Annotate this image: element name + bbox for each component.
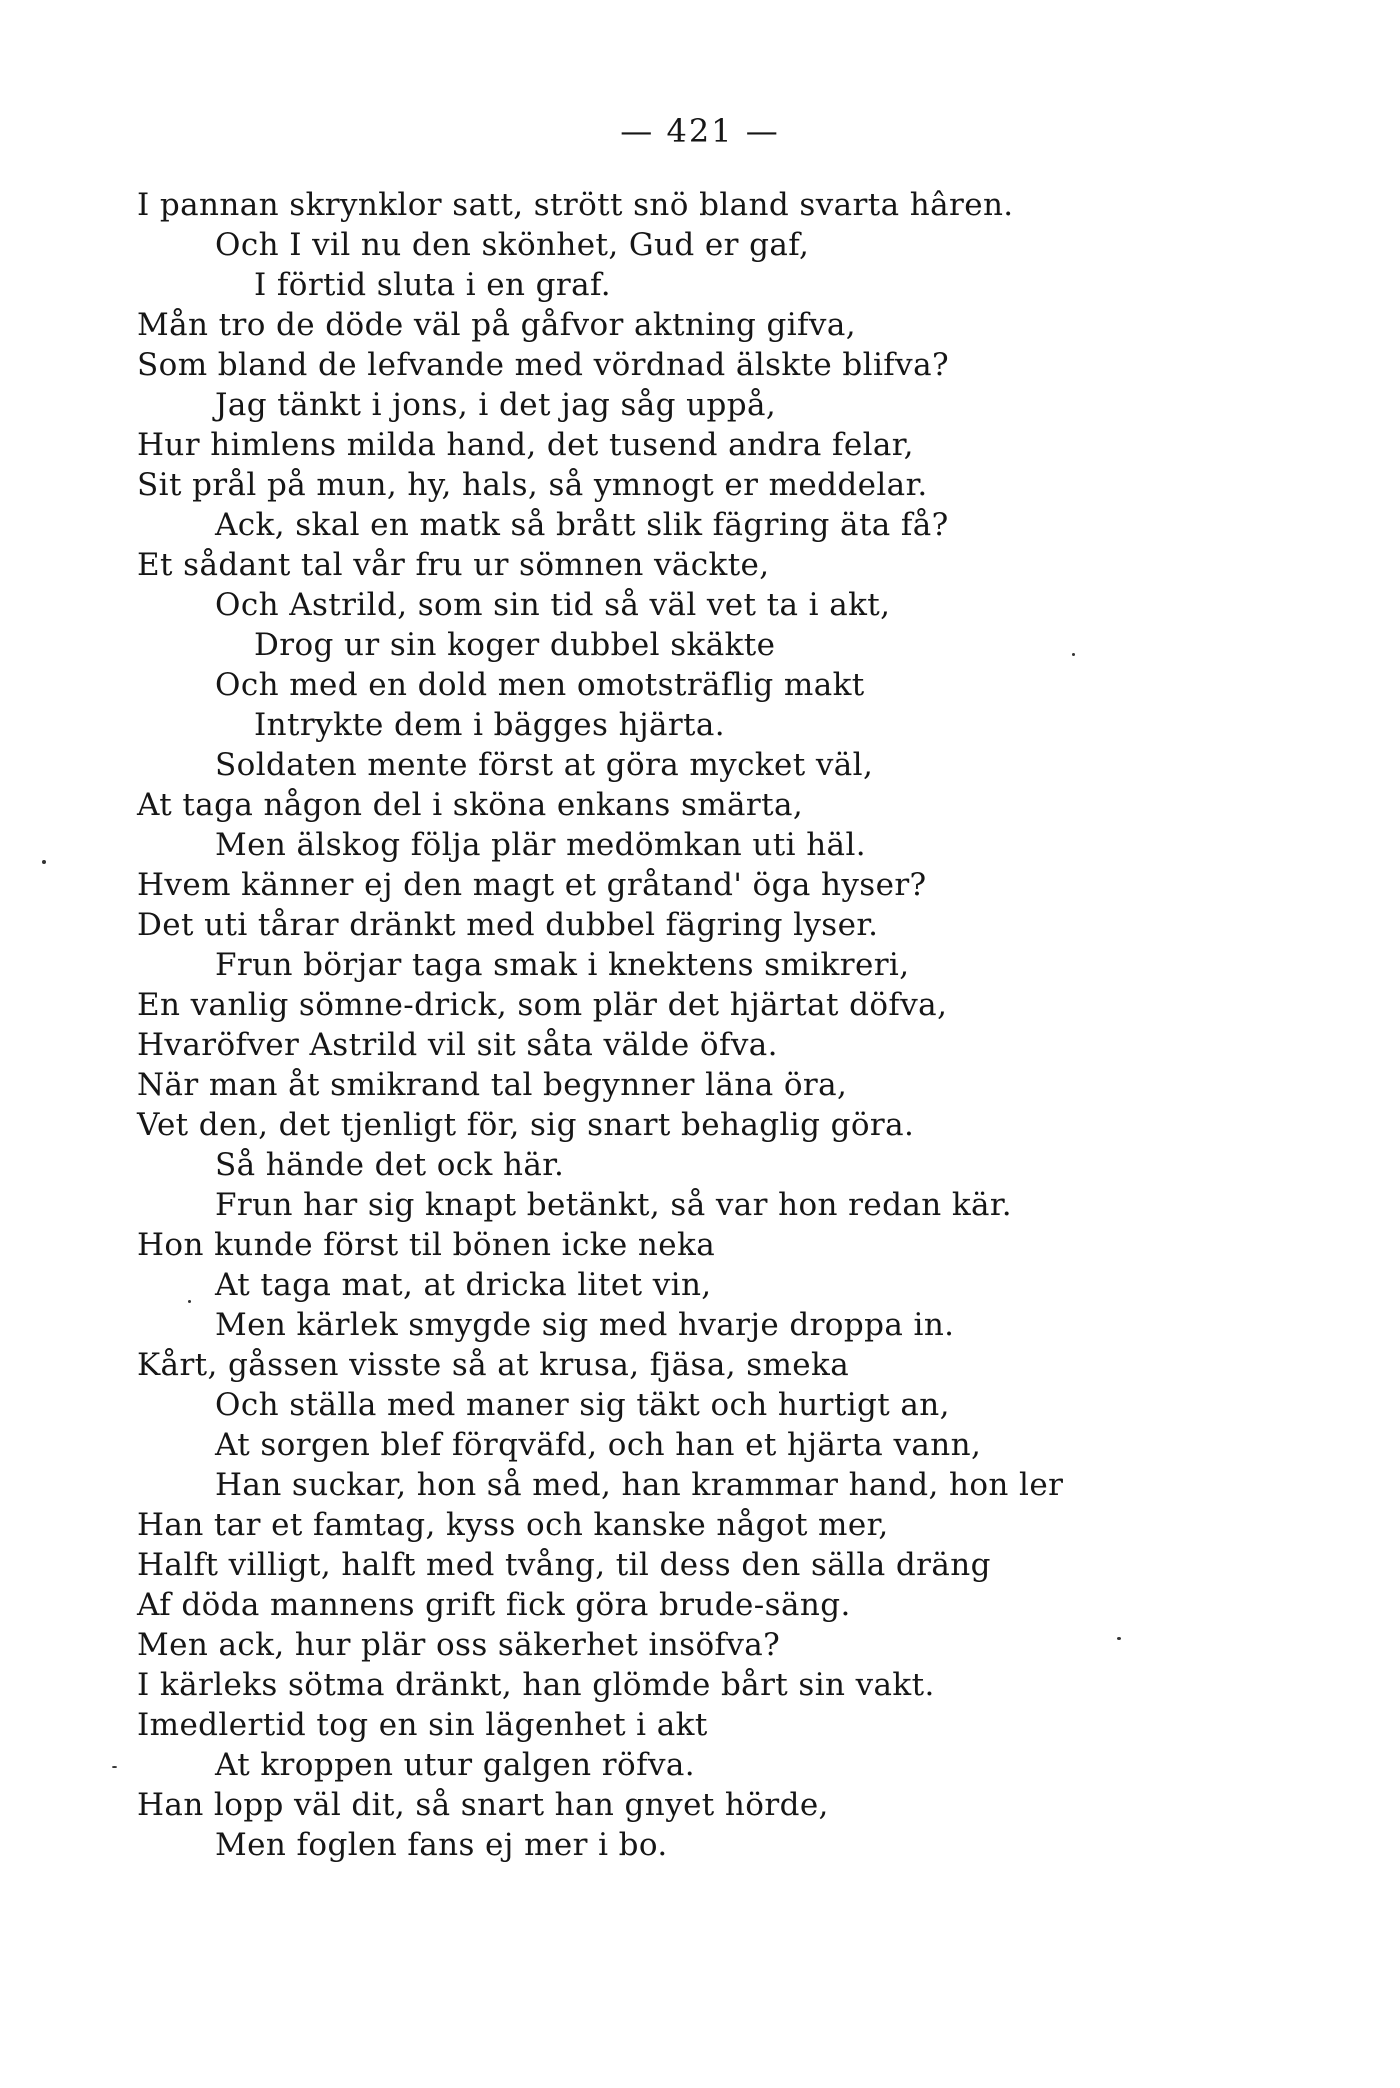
poem-line: Han suckar, hon så med, han krammar hand, hon ler [215,1467,1064,1503]
poem-line: Frun börjar taga smak i knektens smikreri, [215,947,910,983]
poem-line: En vanlig sömne-drick, som plär det hjärtat döfva, [137,987,948,1023]
poem-line: Men foglen fans ej mer i bo. [215,1827,668,1863]
poem-line: Kårt, gåssen visste så at krusa, fjäsa, smeka [137,1347,850,1383]
poem-line: I förtid sluta i en graf. [254,267,612,303]
poem-line: I pannan skrynklor satt, strött snö bland svarta hâren. [137,187,1014,223]
poem-line: Hon kunde först til bönen icke neka [137,1227,716,1263]
poem-line: Drog ur sin koger dubbel skäkte [254,627,776,663]
print-speck [1117,1637,1121,1640]
poem-line: Och Astrild, som sin tid så väl vet ta i akt, [215,587,891,623]
poem-line: Ack, skal en matk så brått slik fägring äta få? [215,507,949,543]
poem-line: Soldaten mente först at göra mycket väl, [215,747,874,783]
poem-line: Halft villigt, halft med tvång, til dess den sälla dräng [137,1547,991,1583]
poem-line: Hur himlens milda hand, det tusend andra felar, [137,427,914,463]
poem-line: Imedlertid tog en sin lägenhet i akt [137,1707,708,1743]
poem-line: Hvaröfver Astrild vil sit såta välde öfva. [137,1027,778,1063]
poem-line: Han tar et famtag, kyss och kanske något mer, [137,1507,889,1543]
poem-line: Det uti tårar dränkt med dubbel fägring lyser. [137,907,879,943]
poem-line: Af döda mannens grift fick göra brude-säng. [137,1587,851,1623]
poem-line: Och I vil nu den skönhet, Gud er gaf, [215,227,810,263]
poem-line: Sit prål på mun, hy, hals, så ymnogt er meddelar. [137,467,928,503]
poem-line: Men älskog följa plär medömkan uti häl. [215,827,867,863]
poem-line: Frun har sig knapt betänkt, så var hon redan kär. [215,1187,1012,1223]
poem-line: Men ack, hur plär oss säkerhet insöfva? [137,1627,781,1663]
poem-line: Som bland de lefvande med vördnad älskte blifva? [137,347,949,383]
poem-line: Men kärlek smygde sig med hvarje droppa in. [215,1307,955,1343]
poem-line: Jag tänkt i jons, i det jag såg uppå, [215,387,777,423]
print-speck [1072,653,1075,656]
poem-line: At sorgen blef förqväfd, och han et hjärta vann, [215,1427,982,1463]
poem-line: Och med en dold men omotsträflig makt [215,667,865,703]
poem-line: Så hände det ock här. [215,1147,565,1183]
poem-line: När man åt smikrand tal begynner läna öra, [137,1067,848,1103]
print-speck [42,860,46,864]
poem-line: Vet den, det tjenligt för, sig snart behaglig göra. [137,1107,915,1143]
poem-line: At taga någon del i sköna enkans smärta, [137,787,804,823]
page-number: — 421 — [620,112,780,150]
poem-line: Mån tro de döde väl på gåfvor aktning gifva, [137,307,856,343]
poem-line: At taga mat, at dricka litet vin, [215,1267,712,1303]
poem-line: Han lopp väl dit, så snart han gnyet hörde, [137,1787,829,1823]
poem-line: Intrykte dem i bägges hjärta. [254,707,726,743]
print-speck [112,1766,117,1768]
poem-line: I kärleks sötma dränkt, han glömde bårt sin vakt. [137,1667,935,1703]
poem-line: Et sådant tal vår fru ur sömnen väckte, [137,547,770,583]
poem-line: At kroppen utur galgen röfva. [215,1747,695,1783]
poem-line: Hvem känner ej den magt et gråtand' öga hyser? [137,867,927,903]
poem-line: Och ställa med maner sig täkt och hurtigt an, [215,1387,950,1423]
print-speck [188,1300,191,1303]
